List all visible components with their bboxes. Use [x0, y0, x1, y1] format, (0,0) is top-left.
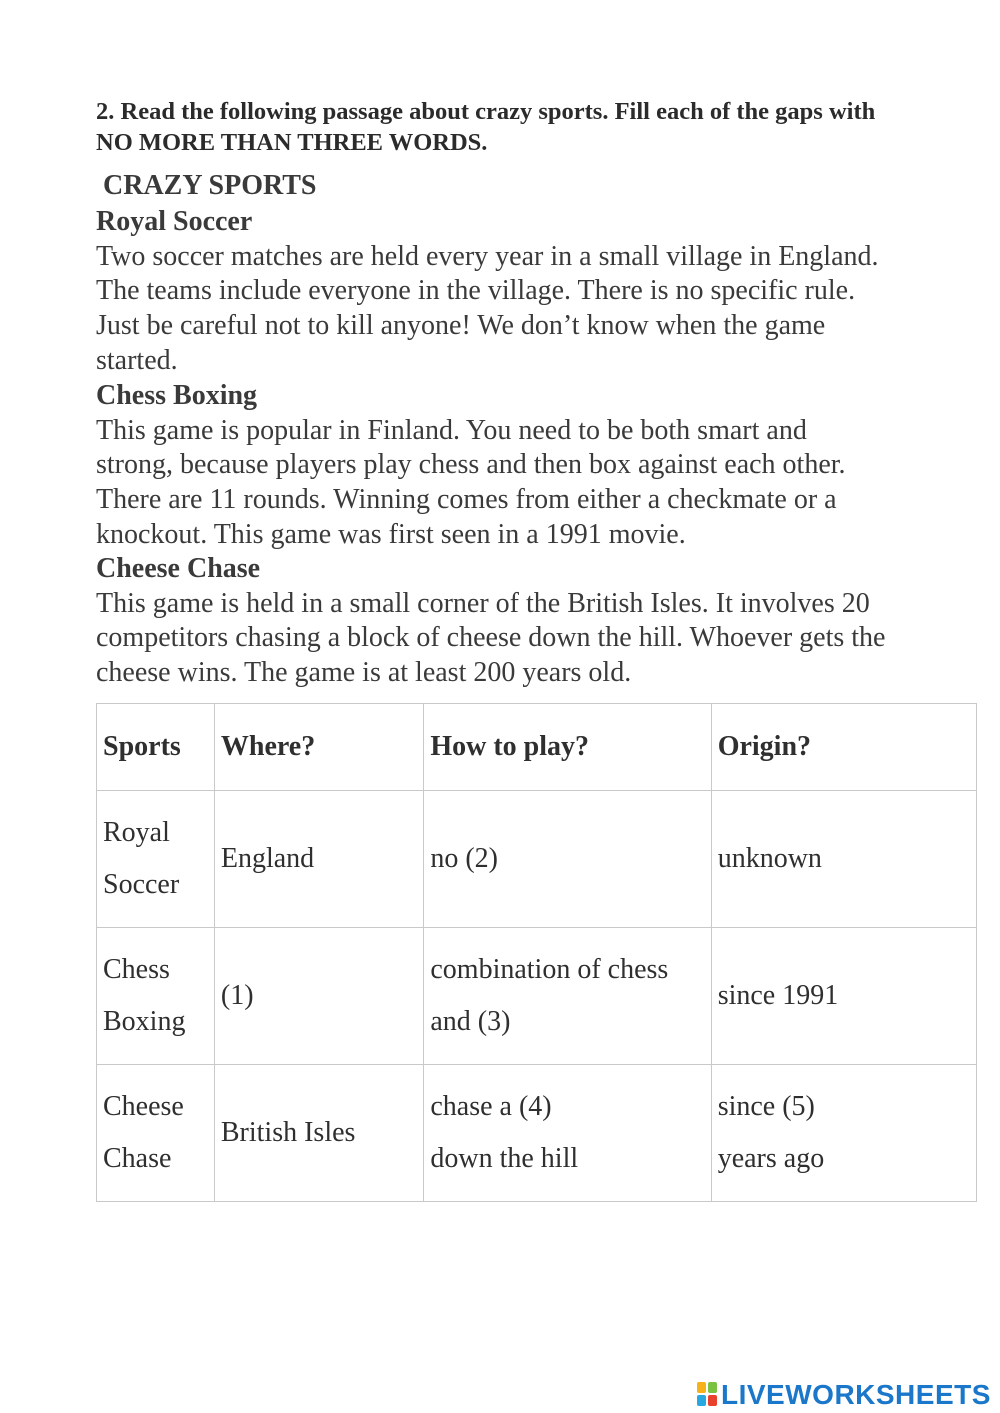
cell-line: (1): [220, 980, 254, 1011]
cell-line: Chess: [103, 954, 170, 985]
passage-line: There are 11 rounds. Winning comes from either a checkmate or a: [96, 484, 837, 516]
cell-line: unknown: [717, 843, 822, 874]
cell-line: since 1991: [717, 980, 839, 1011]
passage-line: strong, because players play chess and then box against each other.: [96, 449, 846, 481]
passage-line: knockout. This game was first seen in a 1991 movie.: [96, 518, 686, 550]
section-heading: Chess Boxing: [96, 380, 258, 411]
sports-table: [96, 703, 977, 1202]
instructions-line-2: NO MORE THAN THREE WORDS.: [96, 129, 488, 156]
passage-line: cheese wins. The game is at least 200 years old.: [96, 657, 632, 689]
cell-line: British Isles: [220, 1117, 356, 1148]
table-cell: [711, 928, 976, 1065]
table-header-row: [97, 704, 977, 791]
table-cell: [424, 791, 711, 928]
cell-line: Cheese: [103, 1091, 184, 1122]
liveworksheets-logo-icon: [697, 1382, 719, 1408]
section-cheese-chase: [96, 552, 976, 691]
header-where: Where?: [214, 704, 423, 791]
cell-line: Chase: [103, 1143, 172, 1174]
cell-line: and (3): [430, 1006, 511, 1037]
section-heading: Royal Soccer: [96, 206, 253, 237]
table-cell: [424, 928, 711, 1065]
passage-line: Just be careful not to kill anyone! We don’t know when the game: [96, 310, 826, 342]
table-row: [97, 1065, 977, 1202]
passage-line: This game is held in a small corner of the British Isles. It involves 20: [96, 587, 870, 619]
table-cell: [97, 791, 215, 928]
cell-line: England: [220, 843, 315, 874]
table-row: [97, 928, 977, 1065]
table-cell: [97, 928, 215, 1065]
cell-line: Boxing: [103, 1006, 186, 1037]
cell-line: no (2): [430, 843, 499, 874]
section-royal-soccer: [96, 205, 976, 379]
header-sports: Sports: [97, 704, 215, 791]
instructions: [96, 96, 976, 158]
cell-line: Soccer: [103, 869, 180, 900]
section-chess-boxing: [96, 379, 976, 553]
cell-line: combination of chess: [430, 954, 669, 985]
table-cell: [424, 1065, 711, 1202]
table-cell: [214, 1065, 423, 1202]
passage-line: started.: [96, 344, 178, 376]
table-cell: [711, 1065, 976, 1202]
header-how-to-play: How to play?: [424, 704, 711, 791]
header-origin: Origin?: [711, 704, 976, 791]
cell-line: since (5): [717, 1091, 815, 1122]
passage-line: This game is popular in Finland. You need to be both smart and: [96, 414, 807, 446]
section-heading: Cheese Chase: [96, 553, 261, 584]
instructions-line-1: 2. Read the following passage about crazy sports. Fill each of the gaps with: [96, 98, 876, 125]
table-cell: [214, 791, 423, 928]
table-cell: [214, 928, 423, 1065]
brand-name: LIVEWORKSHEETS: [721, 1379, 991, 1410]
passage-line: Two soccer matches are held every year in a small village in England.: [96, 240, 879, 272]
passage-line: The teams include everyone in the village. There is no specific rule.: [96, 275, 856, 307]
liveworksheets-logo[interactable]: [697, 1380, 991, 1410]
passage-line: competitors chasing a block of cheese down the hill. Whoever gets the: [96, 622, 886, 654]
table-cell: [97, 1065, 215, 1202]
cell-line: down the hill: [430, 1143, 579, 1174]
table-cell: [711, 791, 976, 928]
cell-line: years ago: [717, 1143, 825, 1174]
table-row: [97, 791, 977, 928]
passage-title: CRAZY SPORTS: [103, 170, 317, 201]
cell-line: chase a (4): [430, 1091, 552, 1122]
cell-line: Royal: [103, 817, 170, 848]
